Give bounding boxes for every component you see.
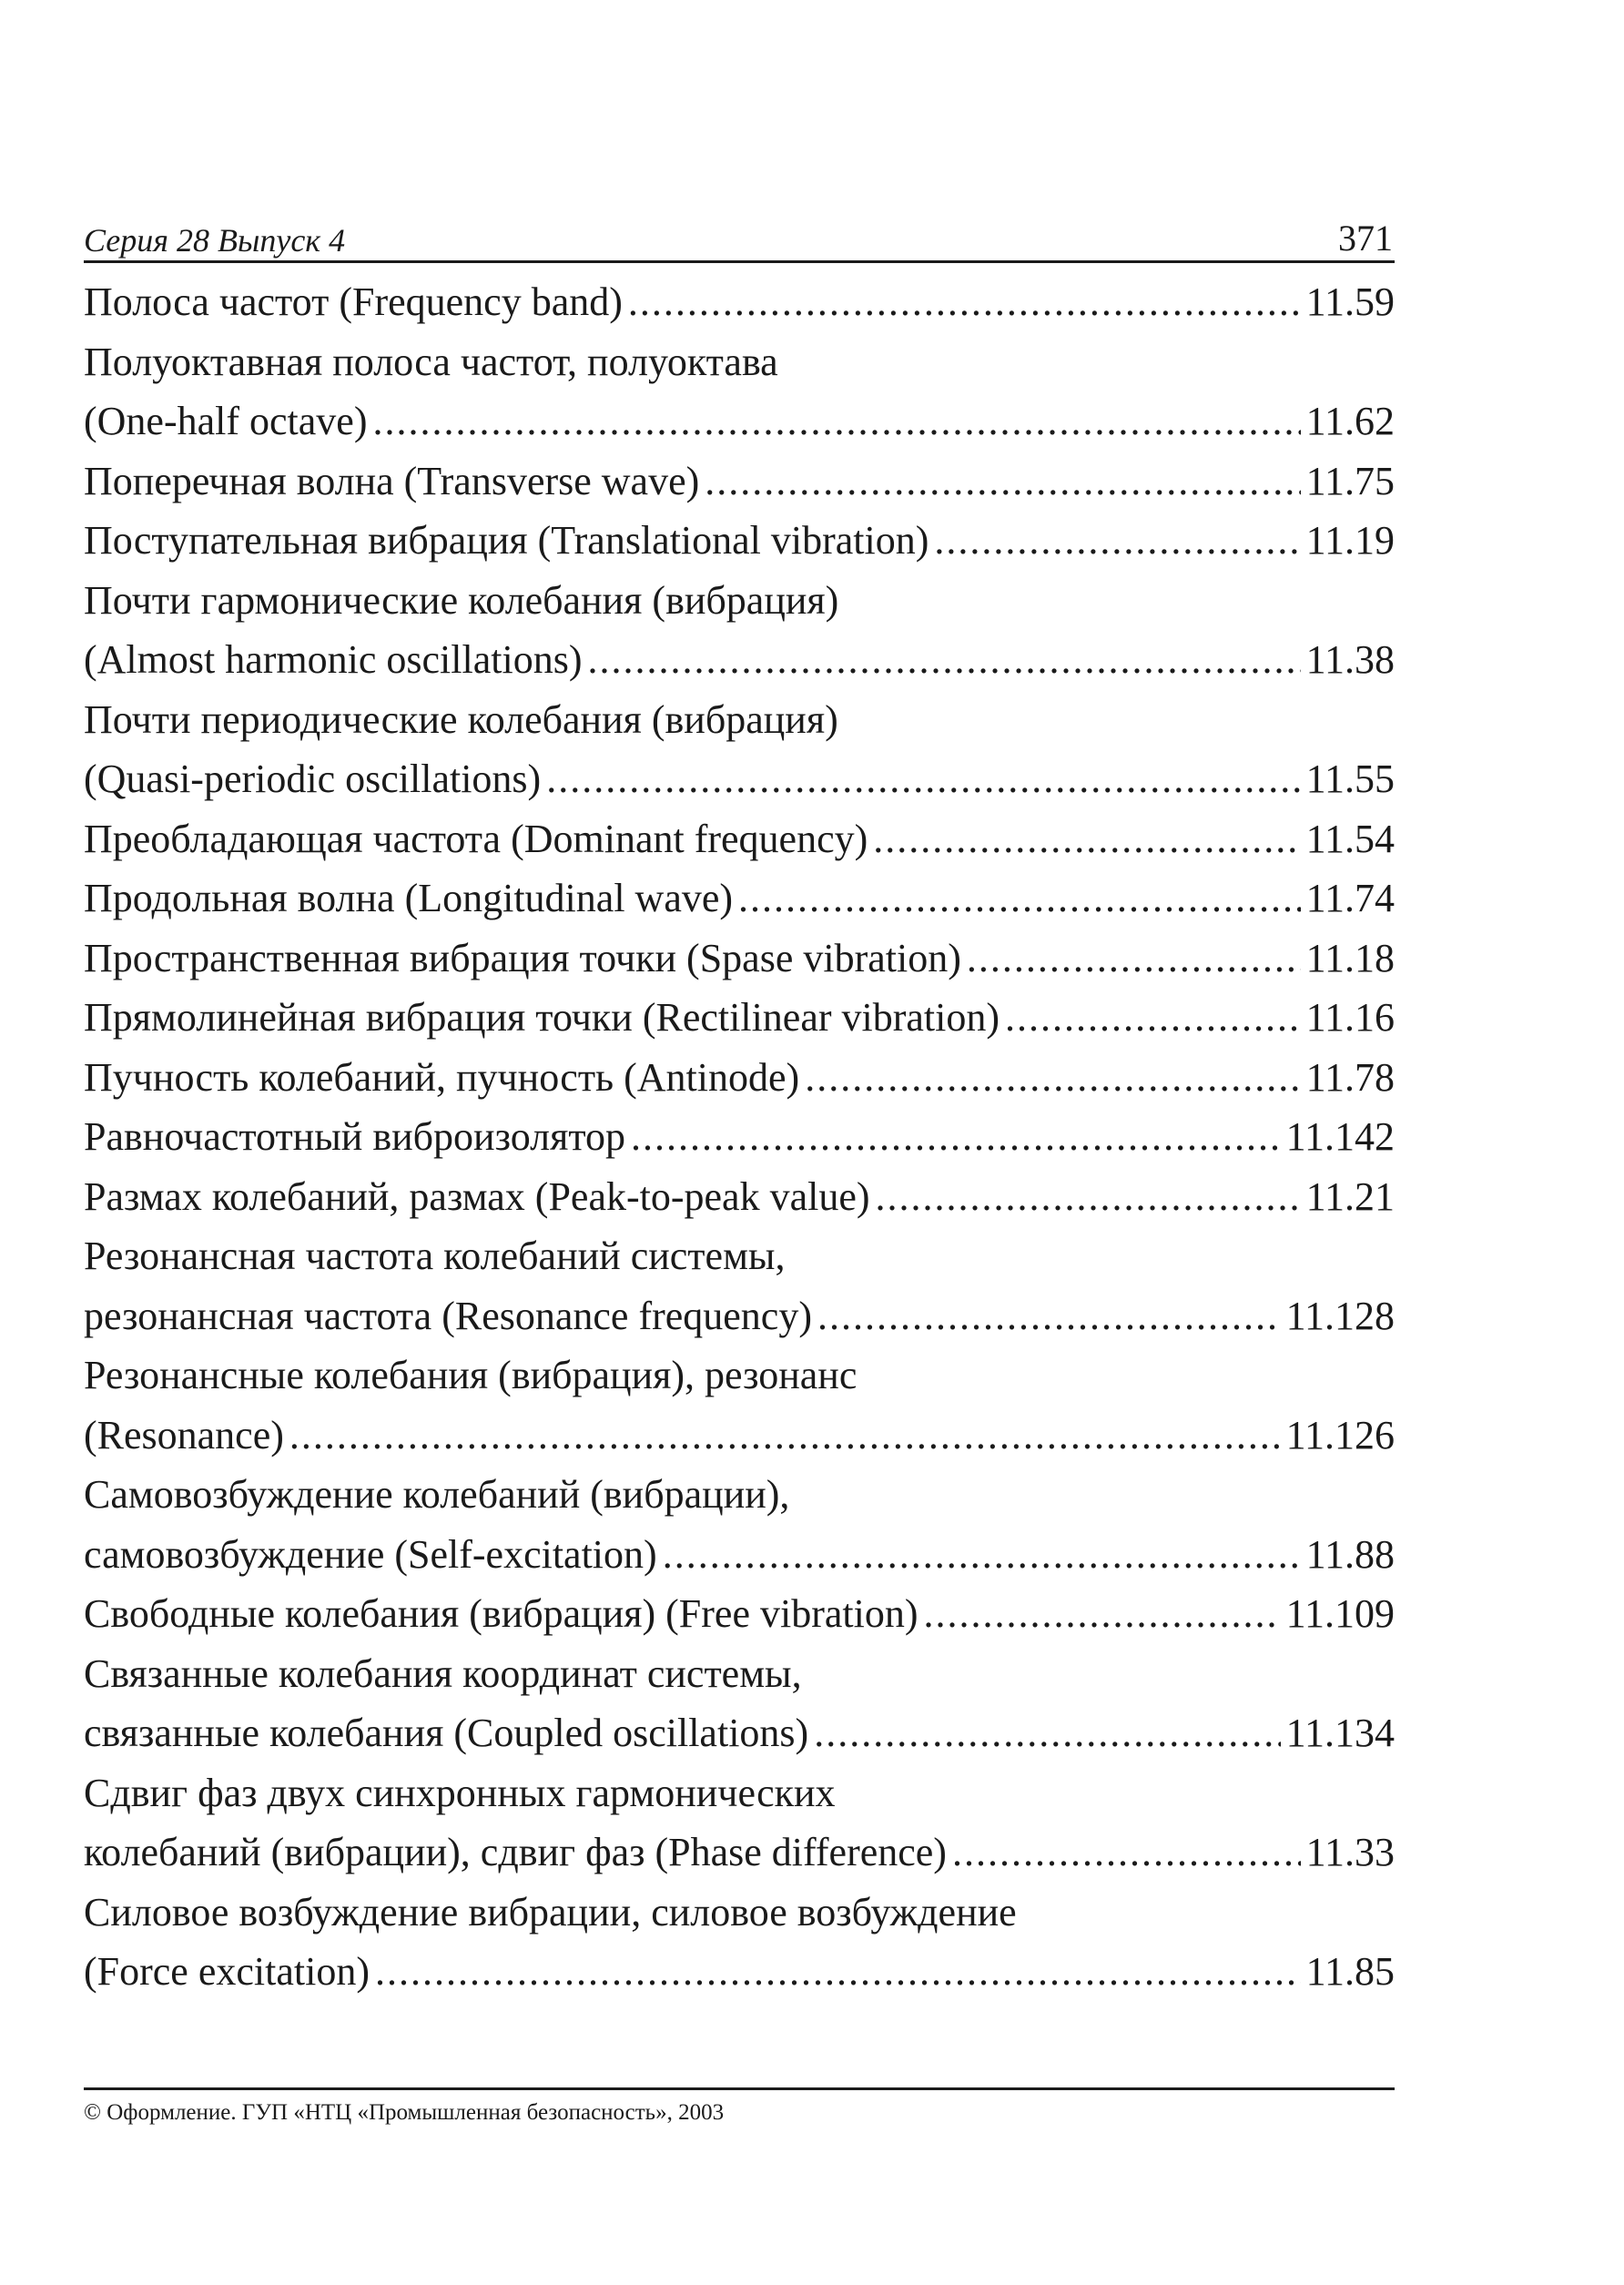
section-reference: 11.74	[1305, 876, 1395, 920]
dot-leader	[805, 1048, 1300, 1108]
dot-leader	[289, 1406, 1281, 1466]
section-reference: 11.62	[1305, 399, 1395, 443]
section-reference: 11.16	[1305, 995, 1395, 1040]
index-entry	[84, 1584, 1395, 1644]
index-term: колебаний (вибрации), сдвиг фаз (Phase difference)	[84, 1830, 947, 1874]
dot-leader	[375, 1942, 1301, 2002]
dot-leader	[952, 1823, 1301, 1883]
index-term: Прямолинейная вибрация точки (Rectilinear vibration)	[84, 995, 1000, 1040]
index-entry-line: Связанные колебания координат системы,	[84, 1650, 802, 1696]
index-term: Равночастотный виброизолятор	[84, 1114, 625, 1159]
index-list	[84, 272, 1395, 2002]
dot-leader	[546, 749, 1300, 809]
index-entry	[84, 1763, 1395, 1883]
section-reference: 11.128	[1285, 1293, 1395, 1338]
index-term: (Resonance)	[84, 1412, 284, 1457]
page-number: 371	[1338, 218, 1393, 259]
index-entry-row	[84, 1048, 1395, 1108]
dot-leader	[628, 272, 1301, 332]
section-reference: 11.126	[1285, 1412, 1395, 1457]
index-entry	[84, 1883, 1395, 2002]
index-entry-line: Сдвиг фаз двух синхронных гармонических	[84, 1770, 836, 1815]
index-entry-line: Почти гармонические колебания (вибрация)	[84, 577, 839, 623]
index-entry-row	[84, 1584, 1395, 1644]
index-entry-row	[84, 809, 1395, 869]
index-entry-line: Резонансная частота колебаний системы,	[84, 1234, 786, 1278]
index-entry-row	[84, 511, 1395, 571]
section-reference: 11.19	[1305, 518, 1395, 563]
index-entry	[84, 868, 1395, 929]
index-entry	[84, 1346, 1395, 1465]
index-term: связанные колебания (Coupled oscillations)	[84, 1711, 809, 1755]
dot-leader	[663, 1525, 1301, 1585]
index-term: самовозбуждение (Self-excitation)	[84, 1531, 657, 1577]
index-entry-row	[84, 749, 1395, 809]
dot-leader	[923, 1584, 1280, 1644]
index-entry	[84, 332, 1395, 452]
index-term: (Force excitation)	[84, 1949, 370, 1994]
index-entry	[84, 272, 1395, 332]
index-term: Поступательная вибрация (Translational vibration)	[84, 518, 929, 563]
page	[84, 211, 1395, 2002]
index-entry-row	[84, 1286, 1395, 1346]
index-term: Поперечная волна (Transverse wave)	[84, 458, 700, 503]
section-reference: 11.85	[1305, 1949, 1395, 1994]
section-reference: 11.21	[1305, 1173, 1395, 1219]
index-entry-line: Самовозбуждение колебаний (вибрации),	[84, 1472, 790, 1517]
index-entry-line: Силовое возбуждение вибрации, силовое возбуждение	[84, 1889, 1017, 1935]
dot-leader	[738, 868, 1301, 929]
index-entry	[84, 452, 1395, 512]
section-reference: 11.18	[1305, 935, 1395, 980]
section-reference: 11.75	[1305, 458, 1395, 503]
index-entry-row	[84, 1823, 1395, 1883]
index-entry	[84, 809, 1395, 869]
index-entry-line: Резонансные колебания (вибрация), резонанс	[84, 1353, 858, 1397]
index-entry-row	[84, 929, 1395, 989]
index-term: Свободные колебания (вибрация) (Free vibration)	[84, 1591, 919, 1636]
section-reference: 11.109	[1285, 1591, 1395, 1636]
index-term: Пучность колебаний, пучность (Antinode)	[84, 1054, 800, 1100]
section-reference: 11.78	[1305, 1054, 1395, 1100]
series-label: Серия 28 Выпуск 4	[84, 222, 346, 259]
section-reference: 11.55	[1305, 757, 1395, 801]
index-entry	[84, 511, 1395, 571]
dot-leader	[372, 391, 1300, 452]
copyright-notice: © Оформление. ГУП «НТЦ «Промышленная безопасность», 2003	[84, 2100, 725, 2125]
section-reference: 11.59	[1305, 279, 1395, 324]
dot-leader	[967, 929, 1301, 989]
dot-leader	[873, 809, 1300, 869]
index-entry	[84, 1048, 1395, 1108]
index-term: (One-half octave)	[84, 399, 368, 443]
index-term: Полоса частот (Frequency band)	[84, 279, 623, 324]
index-entry-row	[84, 1107, 1395, 1167]
running-head	[84, 211, 1395, 263]
dot-leader	[934, 511, 1300, 571]
section-reference: 11.33	[1305, 1830, 1395, 1874]
index-entry	[84, 1107, 1395, 1167]
index-entry	[84, 1226, 1395, 1346]
section-reference: 11.142	[1285, 1114, 1395, 1159]
index-entry-row	[84, 1942, 1395, 2002]
section-reference: 11.38	[1305, 637, 1395, 682]
index-entry-line: Полуоктавная полоса частот, полуоктава	[84, 339, 778, 384]
dot-leader	[876, 1167, 1301, 1227]
index-term: Пространственная вибрация точки (Spase vibration)	[84, 935, 961, 980]
section-reference: 11.88	[1305, 1531, 1395, 1577]
dot-leader	[705, 452, 1300, 512]
index-term: (Quasi-periodic oscillations)	[84, 757, 542, 801]
index-entry-row	[84, 1525, 1395, 1585]
index-entry-line: Почти периодические колебания (вибрация)	[84, 696, 838, 742]
index-term: Продольная волна (Longitudinal wave)	[84, 876, 734, 920]
index-entry	[84, 1644, 1395, 1763]
index-entry-row	[84, 391, 1395, 452]
index-entry-row	[84, 868, 1395, 929]
index-entry	[84, 690, 1395, 809]
index-term: резонансная частота (Resonance frequency)	[84, 1293, 812, 1338]
footer	[84, 2087, 1395, 2124]
dot-leader	[1005, 988, 1301, 1048]
index-entry-row	[84, 272, 1395, 332]
index-entry	[84, 571, 1395, 690]
index-entry	[84, 929, 1395, 989]
index-entry	[84, 988, 1395, 1048]
index-term: (Almost harmonic oscillations)	[84, 637, 583, 682]
dot-leader	[814, 1703, 1280, 1763]
index-term: Преобладающая частота (Dominant frequency)	[84, 816, 868, 861]
section-reference: 11.54	[1305, 816, 1395, 861]
index-entry-row	[84, 1703, 1395, 1763]
index-term: Размах колебаний, размах (Peak-to-peak value)	[84, 1173, 870, 1219]
dot-leader	[587, 630, 1300, 690]
index-entry-row	[84, 1167, 1395, 1227]
index-entry	[84, 1167, 1395, 1227]
dot-leader	[631, 1107, 1281, 1167]
index-entry-row	[84, 1406, 1395, 1466]
index-entry-row	[84, 988, 1395, 1048]
dot-leader	[817, 1286, 1281, 1346]
index-entry-row	[84, 630, 1395, 690]
index-entry	[84, 1465, 1395, 1584]
index-entry-row	[84, 452, 1395, 512]
section-reference: 11.134	[1285, 1711, 1395, 1755]
